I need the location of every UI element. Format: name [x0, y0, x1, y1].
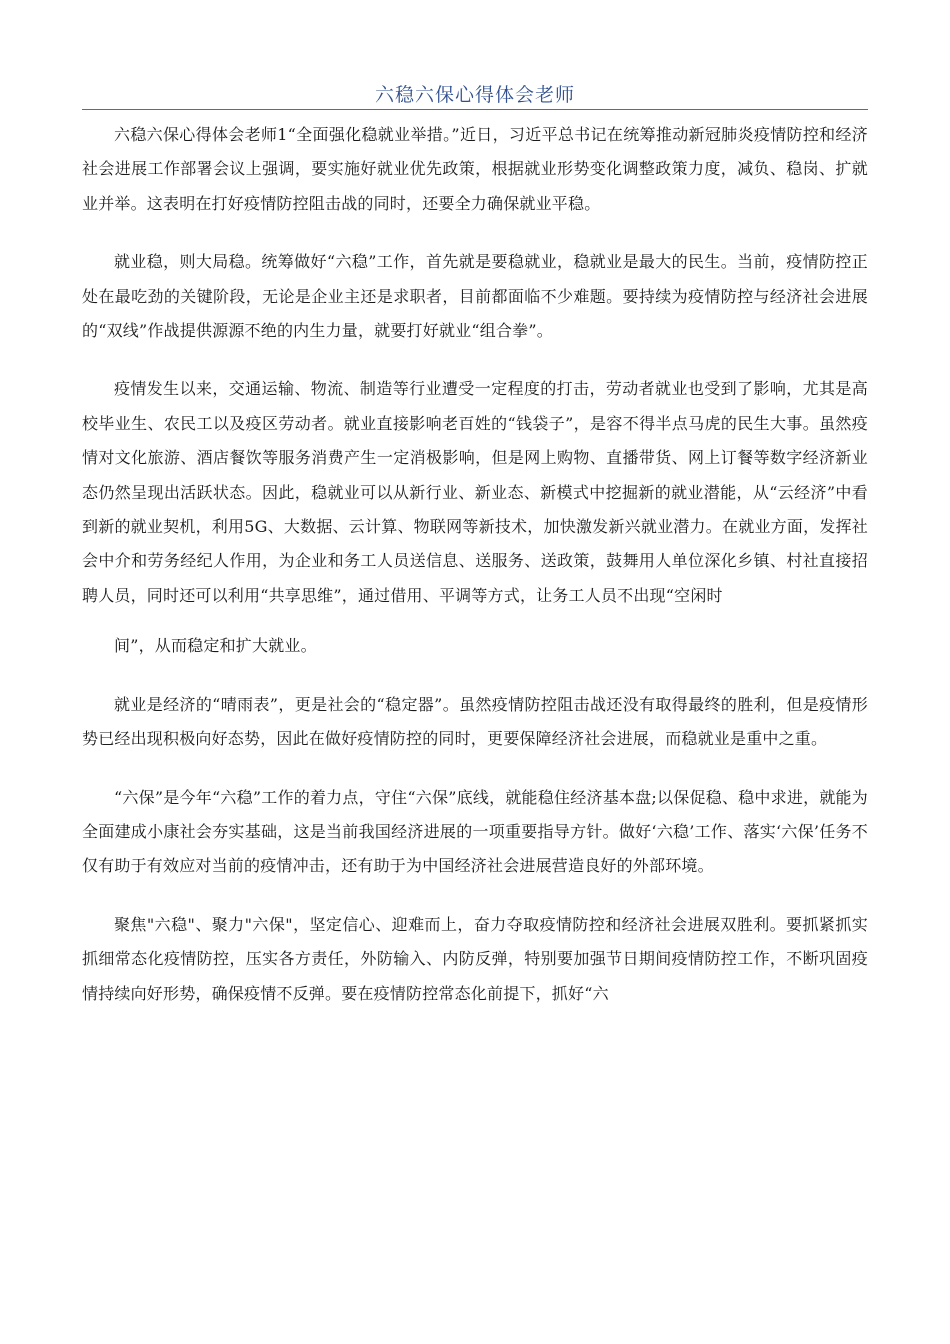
paragraph-4: 就业是经济的“晴雨表”，更是社会的“稳定器”。虽然疫情防控阻击战还没有取得最终的胜利，但是疫情形势已经出现积极向好态势，因此在做好疫情防控的同时，更要保障经济社会进展，而稳就业是重中之重。 — [82, 694, 868, 749]
title-underline — [82, 109, 868, 110]
paragraph-1: 六稳六保心得体会老师1“全面强化稳就业举措。”近日，习近平总书记在统筹推动新冠肺炎疫情防控和经济社会进展工作部署会议上强调，要实施好就业优先政策，根据就业形势变化调整政策力度，减负、稳岗、扩就业并举。这表明在打好疫情防控阻击战的同时，还要全力确保就业平稳。 — [82, 125, 868, 213]
paragraph-6: 聚焦"六稳"、聚力"六保"，坚定信心、迎难而上，奋力夺取疫情防控和经济社会进展双胜利。要抓紧抓实抓细常态化疫情防控，压实各方责任，外防输入、内防反弹，特别要加强节日期间疫情防控工作，不断巩固疫情持续向好形势，确保疫情不反弹。要在疫情防控常态化前提下，抓好“六 — [82, 914, 868, 1003]
paragraph-3: 疫情发生以来，交通运输、物流、制造等行业遭受一定程度的打击，劳动者就业也受到了影响，尤其是高校毕业生、农民工以及疫区劳动者。就业直接影响老百姓的“钱袋子”，是容不得半点马虎的民生大事。虽然疫情对文化旅游、酒店餐饮等服务消费产生一定消极影响，但是网上购物、直播带货、网上订餐等数字经济新业态仍然呈现出活跃状态。因此，稳就业可以从新行业、新业态、新模式中挖掘新的就业潜能，从“云经济”中看到新的就业契机，利用5G、大数据、云计算、物联网等新技术，加快激发新兴就业潜力。在就业方面，发挥社会中介和劳务经纪人作用，为企业和务工人员送信息、送服务、送政策，鼓舞用人单位深化乡镇、村社直接招聘人员，同时还可以利用“共享思维”，通过借用、平调等方式，让务工人员不出现“空闲时 — [82, 379, 868, 605]
document-body — [82, 118, 868, 1011]
document-title: 六稳六保心得体会老师 — [374, 84, 575, 106]
paragraph-5: “六保”是今年“六稳”工作的着力点，守住“六保”底线，就能稳住经济基本盘;以保促稳、稳中求进，就能为全面建成小康社会夯实基础，这是当前我国经济进展的一项重要指导方针。做好‘六稳’工作、落实‘六保’任务不仅有助于有效应对当前的疫情冲击，还有助于为中国经济社会进展营造良好的外部环境。 — [82, 787, 868, 876]
paragraph-3-continuation: 间”，从而稳定和扩大就业。 — [114, 636, 317, 656]
paragraph-2: 就业稳，则大局稳。统筹做好“六稳”工作，首先就是要稳就业，稳就业是最大的民生。当前，疫情防控正处在最吃劲的关键阶段，无论是企业主还是求职者，目前都面临不少难题。要持续为疫情防控与经济社会进展的“双线”作战提供源源不绝的内生力量，就要打好就业“组合拳”。 — [82, 252, 868, 341]
